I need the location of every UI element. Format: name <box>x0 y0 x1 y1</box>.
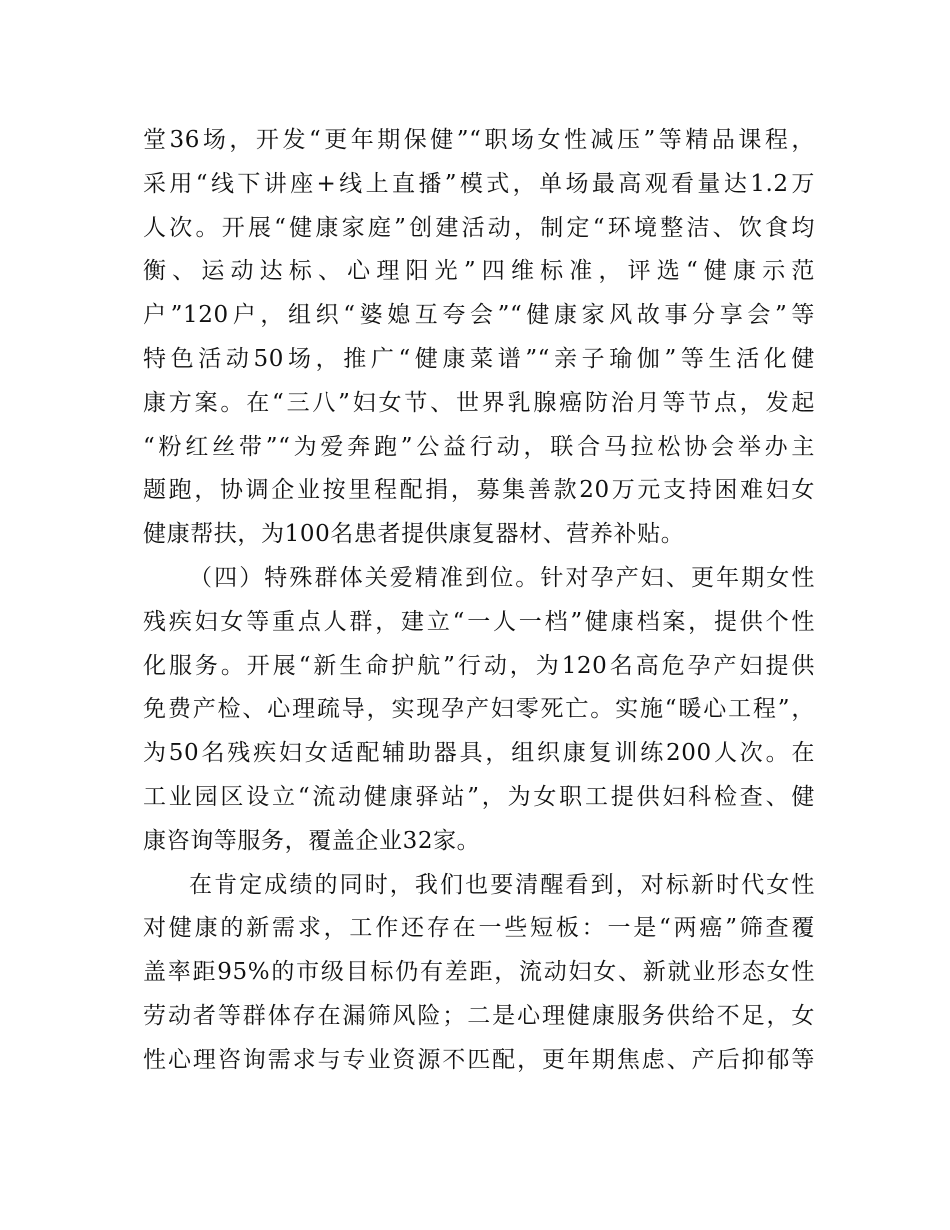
text-line: 采用“线下讲座+线上直播”模式，单场最高观看量达1.2万 <box>143 170 815 197</box>
text-line: 为50名残疾妇女适配辅助器具，组织康复训练200人次。在 <box>143 740 815 767</box>
paragraph-special-groups <box>143 557 815 864</box>
text-line: “粉红丝带”“为爱奔跑”公益行动，联合马拉松协会举办主 <box>143 433 815 460</box>
text-line: 康方案。在“三八”妇女节、世界乳腺癌防治月等节点，发起 <box>143 389 815 416</box>
text-line: 户”120户，组织“婆媳互夸会”“健康家风故事分享会”等 <box>143 302 815 329</box>
text-line: 盖率距95%的市级目标仍有差距，流动妇女、新就业形态女性 <box>143 959 815 986</box>
text-line: 对健康的新需求，工作还存在一些短板：一是“两癌”筛查覆 <box>143 915 815 942</box>
text-line: 工业园区设立“流动健康驿站”，为女职工提供妇科检查、健 <box>143 783 815 810</box>
text-line: 康咨询等服务，覆盖企业32家。 <box>143 827 481 854</box>
text-line: 化服务。开展“新生命护航”行动，为120名高危孕产妇提供 <box>143 652 815 679</box>
paragraph-health-activities <box>143 119 815 557</box>
text-line: （四）特殊群体关爱精准到位。针对孕产妇、更年期女性 <box>189 564 815 591</box>
text-line: 残疾妇女等重点人群，建立“一人一档”健康档案，提供个性 <box>143 608 815 635</box>
text-line: 衡、运动达标、心理阳光”四维标准，评选“健康示范 <box>143 258 815 285</box>
text-line: 劳动者等群体存在漏筛风险；二是心理健康服务供给不足，女 <box>143 1002 815 1029</box>
text-line: 堂36场，开发“更年期保健”“职场女性减压”等精品课程， <box>143 127 815 153</box>
text-line: 题跑，协调企业按里程配捐，募集善款20万元支持困难妇女 <box>143 477 815 504</box>
document-body <box>143 119 815 1083</box>
text-line: 在肯定成绩的同时，我们也要清醒看到，对标新时代女性 <box>189 871 815 898</box>
paragraph-shortcomings <box>143 864 815 1083</box>
text-line: 特色活动50场，推广“健康菜谱”“亲子瑜伽”等生活化健 <box>143 345 815 372</box>
text-line: 免费产检、心理疏导，实现孕产妇零死亡。实施“暖心工程”， <box>143 696 815 723</box>
text-line: 性心理咨询需求与专业资源不匹配，更年期焦虑、产后抑郁等 <box>143 1046 815 1073</box>
text-line: 健康帮扶，为100名患者提供康复器材、营养补贴。 <box>143 521 685 548</box>
text-line: 人次。开展“健康家庭”创建活动，制定“环境整洁、饮食均 <box>143 214 815 241</box>
